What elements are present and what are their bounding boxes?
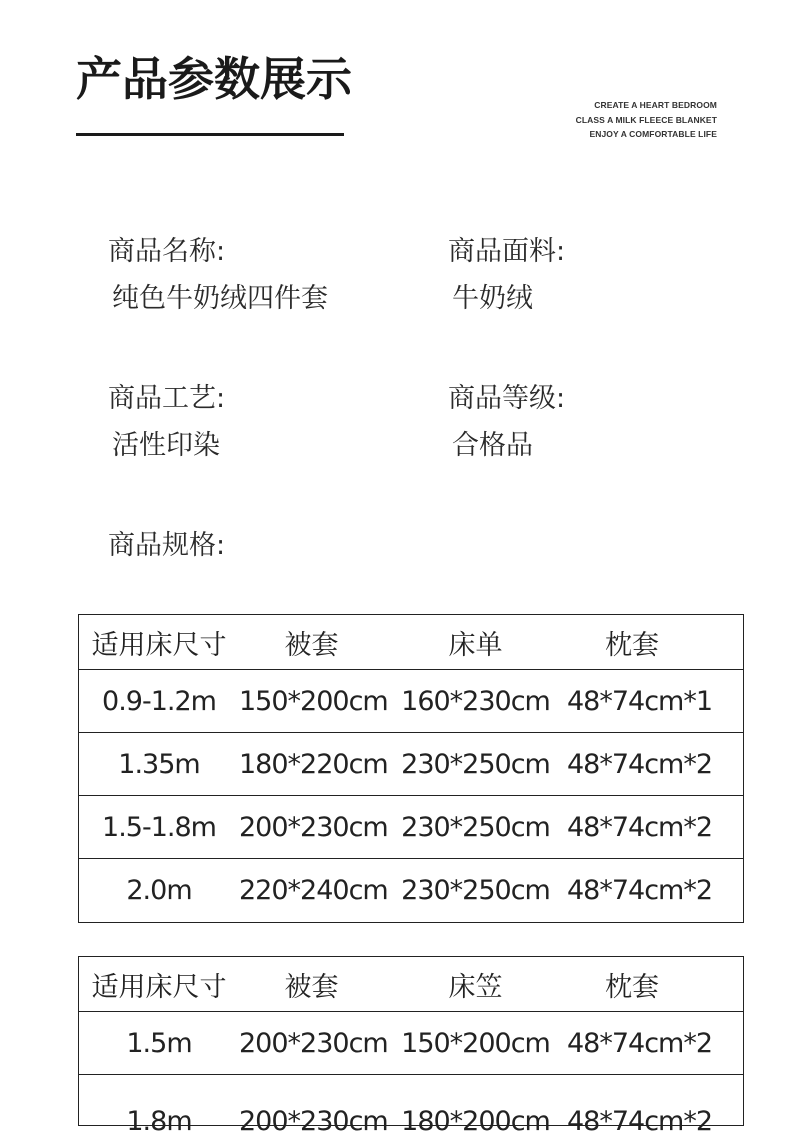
field-fabric [448, 238, 565, 312]
table-row [79, 670, 743, 733]
size-table-fitted-sheet [78, 956, 744, 1137]
page-title: 产品参数展示 [76, 52, 352, 106]
tagline-line: ENJOY A COMFORTABLE LIFE [589, 129, 717, 139]
table-cell: 150*200cm [401, 1027, 550, 1059]
field-value: 牛奶绒 [452, 283, 533, 314]
table-cell: 48*74cm*2 [567, 1027, 713, 1059]
table-header-row [79, 615, 743, 670]
size-table-flat-sheet [78, 614, 744, 923]
tagline [576, 98, 717, 142]
field-label: 商品规格: [108, 530, 226, 561]
field-value: 纯色牛奶绒四件套 [112, 283, 328, 314]
table-header-cell: 枕套 [605, 629, 659, 661]
field-label: 商品名称: [108, 236, 226, 267]
table-cell: 200*230cm [239, 811, 388, 843]
table-header-cell: 适用床尺寸 [91, 971, 227, 1003]
table-cell: 2.0m [126, 875, 192, 906]
table-header-cell: 床笠 [448, 971, 503, 1003]
table-header-cell: 床单 [448, 629, 503, 661]
table-cell: 150*200cm [239, 685, 388, 717]
tagline-line: CLASS A MILK FLEECE BLANKET [575, 114, 717, 125]
table-cell: 48*74cm*2 [567, 811, 713, 843]
table-cell: 1.5m [126, 1027, 192, 1059]
field-value: 活性印染 [112, 430, 220, 461]
field-spec [108, 532, 225, 559]
table-cell: 200*230cm [239, 1027, 388, 1059]
table-header-cell: 被套 [284, 971, 339, 1003]
table-row [79, 796, 743, 859]
table-header-cell: 枕套 [605, 971, 659, 1003]
title-underline [76, 133, 344, 136]
table-cell: 1.8m [126, 1106, 192, 1137]
field-label: 商品工艺: [108, 383, 226, 414]
field-label: 商品面料: [448, 236, 566, 267]
table-row [79, 1075, 743, 1137]
table-cell: 230*250cm [401, 748, 550, 780]
field-product-name [108, 238, 328, 312]
table-cell: 0.9-1.2m [102, 685, 216, 717]
table-cell: 48*74cm*2 [567, 875, 713, 906]
table-row [79, 1012, 743, 1075]
field-grade [448, 385, 565, 459]
table-header-cell: 被套 [284, 629, 339, 661]
table-header-cell: 适用床尺寸 [91, 629, 227, 661]
table-cell: 48*74cm*2 [567, 1106, 713, 1137]
table-cell: 220*240cm [239, 875, 388, 906]
table-cell: 48*74cm*2 [567, 748, 713, 780]
table-cell: 230*250cm [401, 875, 550, 906]
table-cell: 180*220cm [239, 748, 388, 780]
table-cell: 48*74cm*1 [567, 685, 713, 717]
table-cell: 180*200cm [401, 1106, 550, 1137]
field-process [108, 385, 225, 459]
tagline-line: CREATE A HEART BEDROOM [594, 100, 717, 110]
table-row [79, 733, 743, 796]
table-header-row [79, 957, 743, 1012]
table-cell: 1.35m [118, 748, 200, 780]
table-cell: 200*230cm [239, 1106, 388, 1137]
table-cell: 160*230cm [401, 685, 550, 717]
table-cell: 1.5-1.8m [102, 811, 216, 843]
field-label: 商品等级: [448, 383, 566, 414]
field-value: 合格品 [452, 430, 533, 461]
table-cell: 230*250cm [401, 811, 550, 843]
table-row [79, 859, 743, 922]
